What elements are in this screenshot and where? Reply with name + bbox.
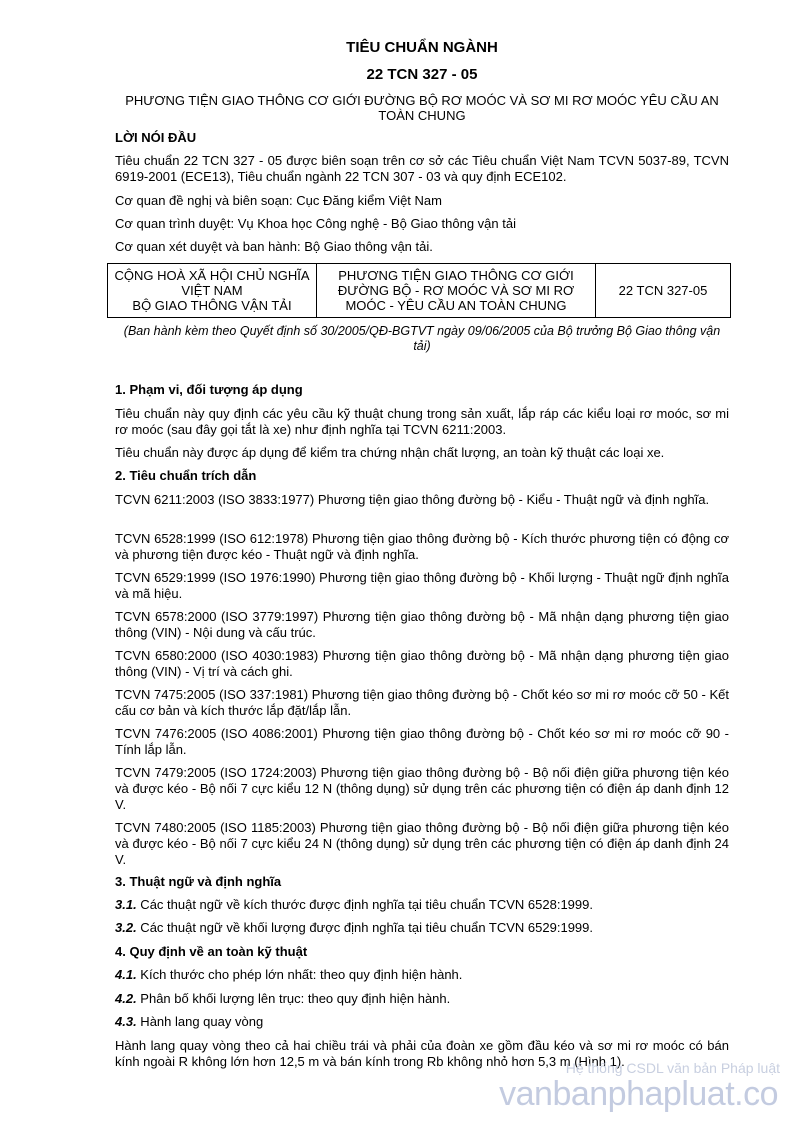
document-code: 22 TCN 327 - 05 (366, 66, 478, 83)
section-2-heading: 2. Tiêu chuẩn trích dẫn (115, 468, 257, 483)
clause-3-2: 3.2. Các thuật ngữ về khối lượng được định nghĩa tại tiêu chuẩn TCVN 6529:1999. (115, 920, 593, 935)
reference-item: TCVN 6528:1999 (ISO 612:1978) Phương tiện giao thông đường bộ - Kích thước phương tiện có động cơ và phương tiện được kéo - Thuật ngữ và định nghĩa. (115, 531, 729, 562)
section-1-paragraph: Tiêu chuẩn này được áp dụng để kiểm tra chứng nhận chất lượng, an toàn kỹ thuật các loại xe. (115, 445, 665, 460)
reference-item: TCVN 7479:2005 (ISO 1724:2003) Phương tiện giao thông đường bộ - Bộ nối điện giữa phương tiện kéo và được kéo - Bộ nối 7 cực kiểu 12 N (thông dụng) sử dụng trên các phương tiện có điện áp danh định 12 V. (115, 765, 729, 812)
reference-item: TCVN 7480:2005 (ISO 1185:2003) Phương tiện giao thông đường bộ - Bộ nối điện giữa phương tiện kéo và được kéo - Bộ nối 7 cực kiểu 24 N (thông dụng) sử dụng trên các phương tiện có điện áp danh định 24 V. (115, 820, 729, 867)
foreword-approver: Cơ quan xét duyệt và ban hành: Bộ Giao thông vận tải. (115, 239, 433, 254)
watermark-site: vanbanphapluat.co (499, 1075, 778, 1113)
foreword-paragraph: Tiêu chuẩn 22 TCN 327 - 05 được biên soạn trên cơ sở các Tiêu chuẩn Việt Nam TCVN 5037-89, TCVN 6919-2001 (ECE13), Tiêu chuẩn ngành 22 TCN 307 - 03 và quy định ECE102. (115, 153, 729, 184)
issuer-cell: CỘNG HOÀ XÃ HỘI CHỦ NGHĨA VIỆT NAM BỘ GIAO THÔNG VẬN TẢI (108, 264, 317, 318)
reference-item: TCVN 6529:1999 (ISO 1976:1990) Phương tiện giao thông đường bộ - Khối lượng - Thuật ngữ định nghĩa và mã hiệu. (115, 570, 729, 601)
document-title: TIÊU CHUẨN NGÀNH (346, 39, 498, 56)
section-1-paragraph: Tiêu chuẩn này quy định các yêu cầu kỹ thuật chung trong sản xuất, lắp ráp các kiểu loại rơ moóc, sơ mi rơ moóc (sau đây gọi tắt là xe) như định nghĩa tại TCVN 6211:2003. (115, 406, 729, 437)
foreword-author: Cơ quan đề nghị và biên soạn: Cục Đăng kiểm Việt Nam (115, 193, 442, 208)
section-1-heading: 1. Phạm vi, đối tượng áp dụng (115, 382, 303, 397)
reference-item: TCVN 6211:2003 (ISO 3833:1977) Phương tiện giao thông đường bộ - Kiểu - Thuật ngữ và định nghĩa. (115, 492, 710, 507)
foreword-heading: LỜI NÓI ĐẦU (115, 130, 197, 145)
clause-4-1: 4.1. Kích thước cho phép lớn nhất: theo quy định hiện hành. (115, 967, 463, 982)
clause-4-3-paragraph: Hành lang quay vòng theo cả hai chiều trái và phải của đoàn xe gồm đầu kéo và sơ mi rơ moóc có bán kính ngoài R không lớn hơn 12,5 m và bán kính trong Rb không nhỏ hơn 5,3 m (Hình 1). (115, 1038, 729, 1069)
reference-item: TCVN 7476:2005 (ISO 4086:2001) Phương tiện giao thông đường bộ - Chốt kéo sơ mi rơ moóc cỡ 90 - Tính lắp lẫn. (115, 726, 729, 757)
reference-item: TCVN 6580:2000 (ISO 4030:1983) Phương tiện giao thông đường bộ - Mã nhận dạng phương tiện giao thông (VIN) - Vị trí và cách ghi. (115, 648, 729, 679)
foreword-submitter: Cơ quan trình duyệt: Vụ Khoa học Công nghệ - Bộ Giao thông vận tải (115, 216, 516, 231)
clause-4-2: 4.2. Phân bố khối lượng lên trục: theo quy định hiện hành. (115, 991, 451, 1006)
section-3-heading: 3. Thuật ngữ và định nghĩa (115, 874, 282, 889)
watermark-caption: Hệ thống CSDL văn bản Pháp luật (565, 1060, 780, 1076)
document-subtitle: PHƯƠNG TIỆN GIAO THÔNG CƠ GIỚI ĐƯỜNG BỘ RƠ MOÓC VÀ SƠ MI RƠ MOÓC YÊU CẦU AN TOÀN CHUNG (125, 93, 719, 123)
code-cell: 22 TCN 327-05 (596, 264, 731, 318)
header-table (107, 263, 731, 318)
reference-item: TCVN 7475:2005 (ISO 337:1981) Phương tiện giao thông đường bộ - Chốt kéo sơ mi rơ moóc cỡ 50 - Kết cấu cơ bản và kích thước lắp đặt/lắp lẫn. (115, 687, 729, 718)
clause-4-3: 4.3. Hành lang quay vòng (115, 1014, 264, 1029)
issuance-note: (Ban hành kèm theo Quyết định số 30/2005/QĐ-BGTVT ngày 09/06/2005 của Bộ trưởng Bộ Giao thông vận tải) (123, 324, 721, 353)
clause-3-1: 3.1. Các thuật ngữ về kích thước được định nghĩa tại tiêu chuẩn TCVN 6528:1999. (115, 897, 593, 912)
section-4-heading: 4. Quy định về an toàn kỹ thuật (115, 944, 308, 959)
reference-item: TCVN 6578:2000 (ISO 3779:1997) Phương tiện giao thông đường bộ - Mã nhận dạng phương tiện giao thông (VIN) - Nội dung và cấu trúc. (115, 609, 729, 640)
subject-cell: PHƯƠNG TIỆN GIAO THÔNG CƠ GIỚI ĐƯỜNG BỘ - RƠ MOÓC VÀ SƠ MI RƠ MOÓC - YÊU CẦU AN TOÀN CHUNG (317, 264, 596, 318)
